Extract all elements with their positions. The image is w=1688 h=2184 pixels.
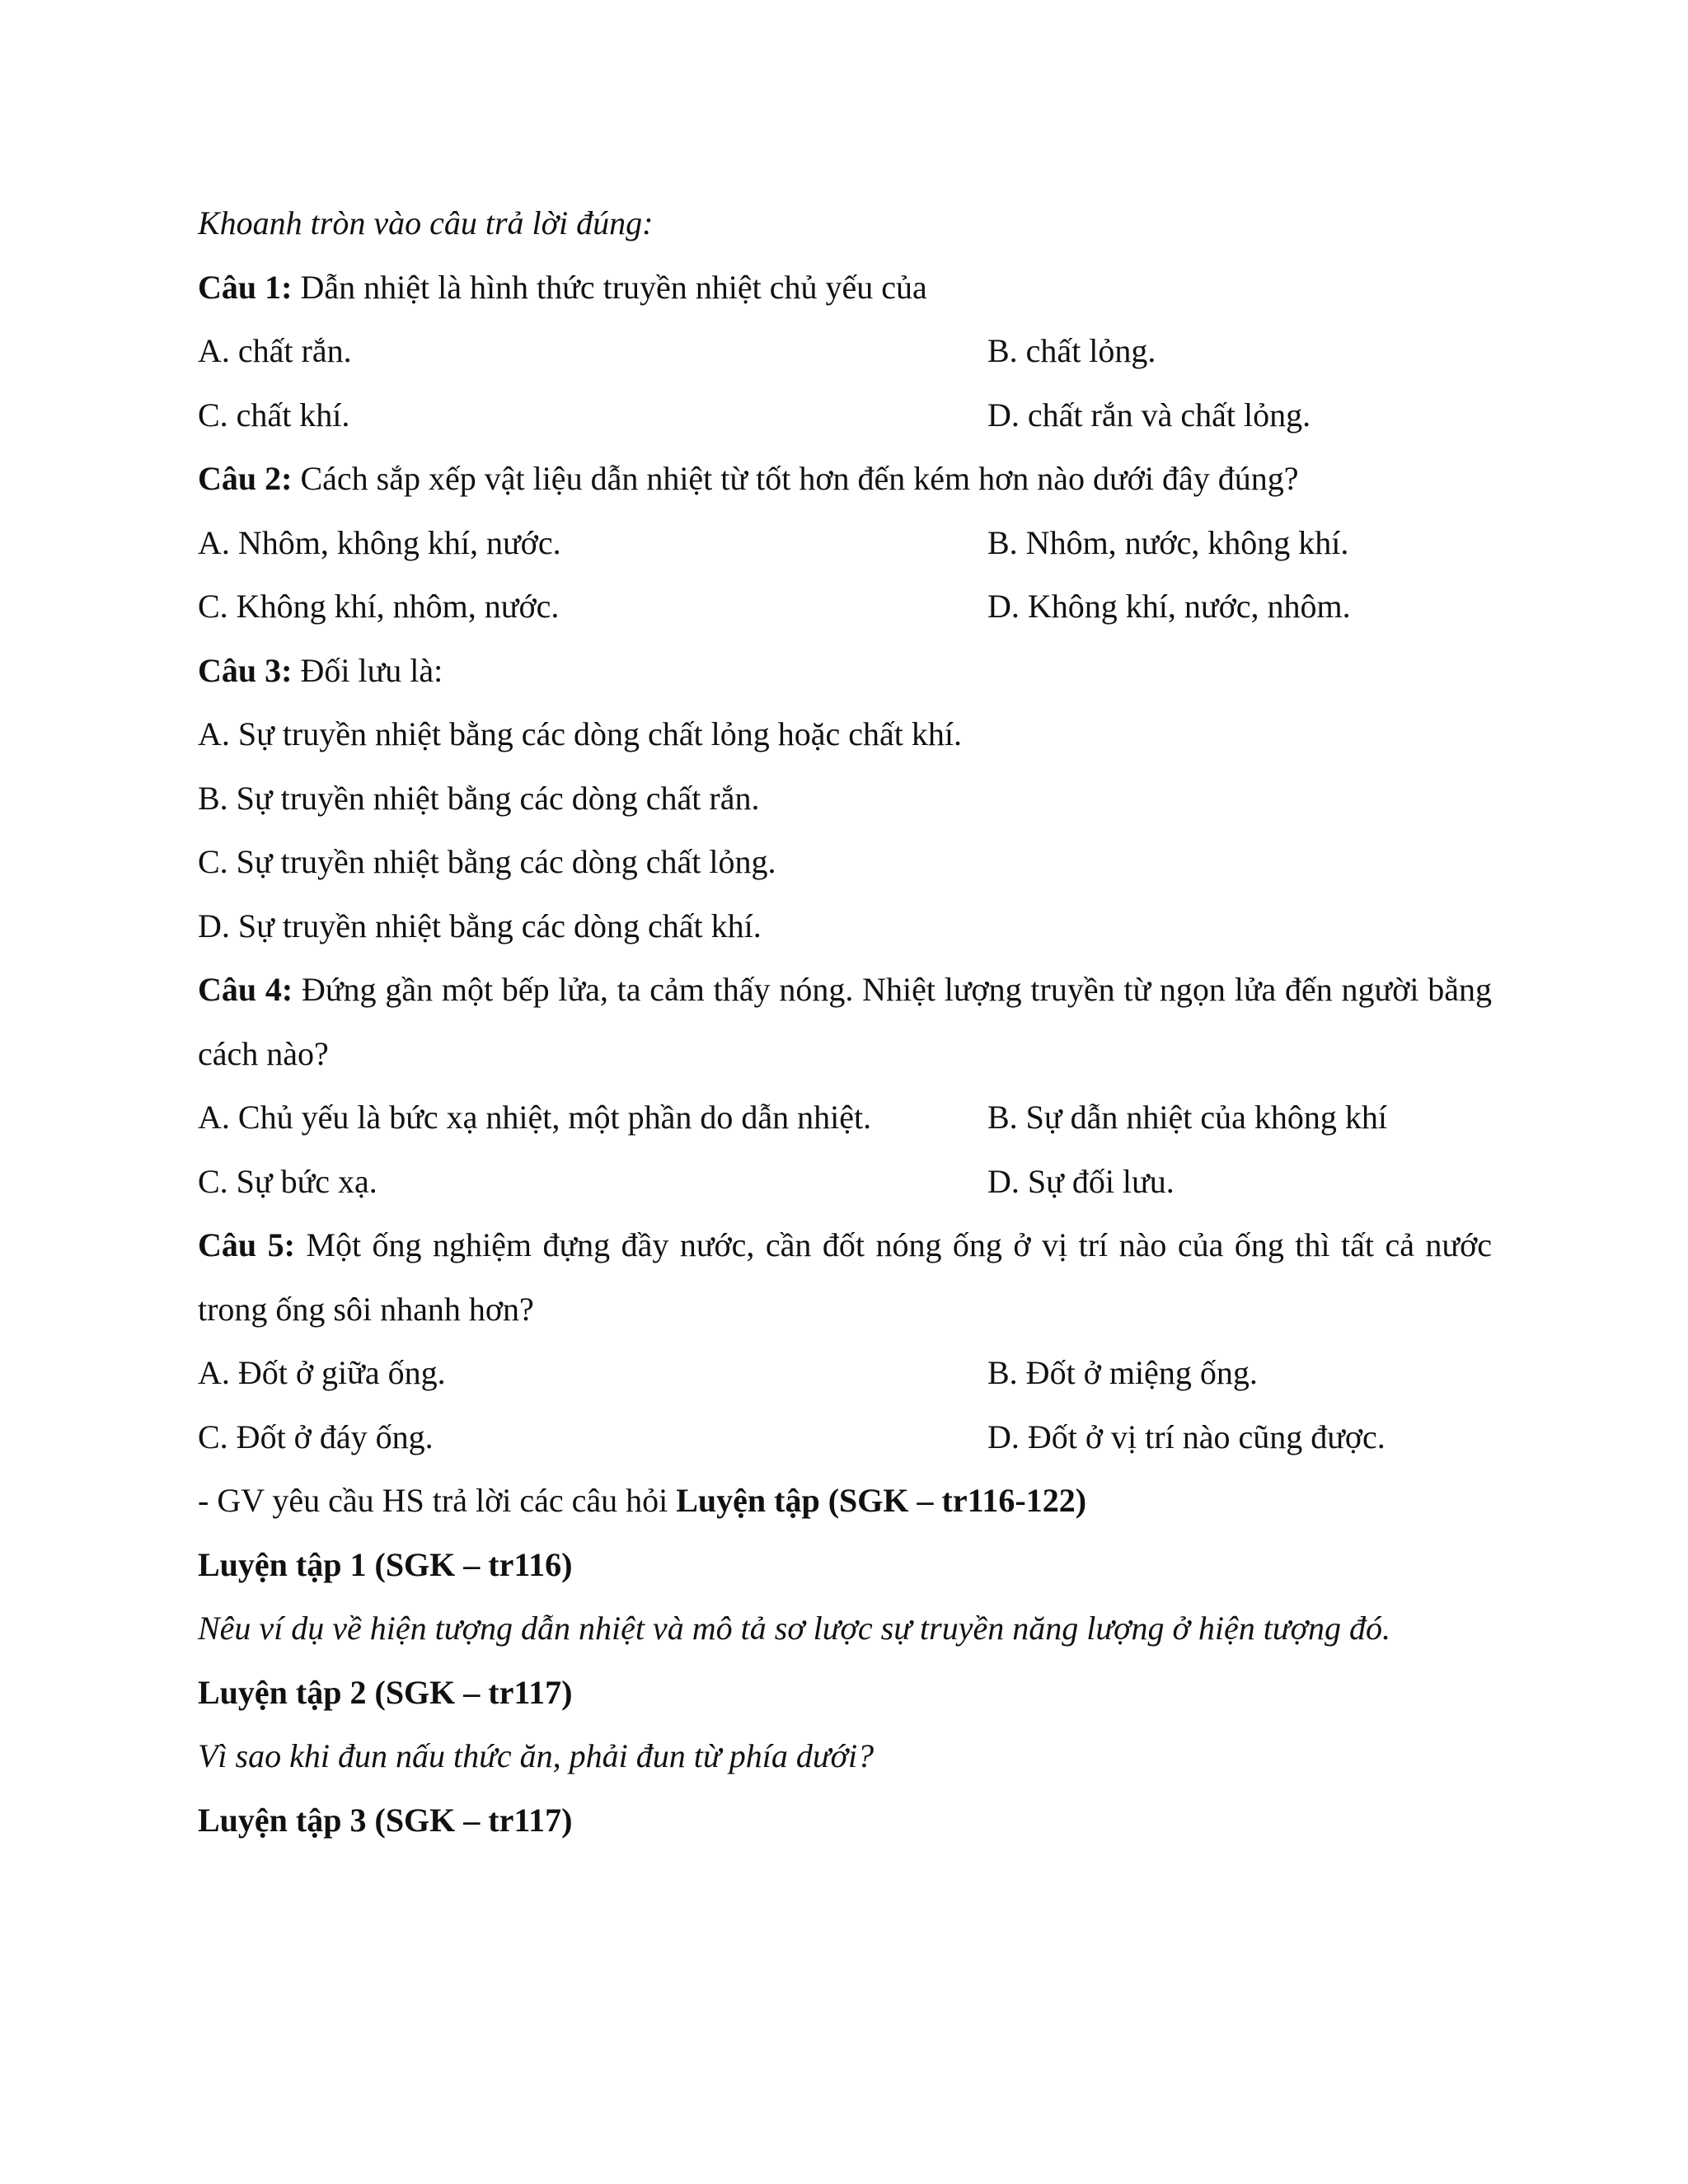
practice-1-text: Nêu ví dụ về hiện tượng dẫn nhiệt và mô tả sơ lược sự truyền năng lượng ở hiện tượng đó. — [198, 1610, 1390, 1647]
question-3 — [198, 639, 1492, 703]
question-2-option-a[interactable]: A. Nhôm, không khí, nước. — [198, 523, 561, 561]
practice-1-title: Luyện tập 1 (SGK – tr116) — [198, 1545, 573, 1583]
instruction-text: Khoanh tròn vào câu trả lời đúng: — [198, 204, 654, 241]
practice-2-title: Luyện tập 2 (SGK – tr117) — [198, 1673, 573, 1711]
question-4-option-c[interactable]: C. Sự bức xạ. — [198, 1162, 377, 1200]
teacher-request-prefix: - GV yêu cầu HS trả lời các câu hỏi — [198, 1482, 677, 1519]
question-1-option-a[interactable]: A. chất rắn. — [198, 332, 352, 369]
question-1-options-row-2 — [198, 383, 1492, 448]
question-4-label: Câu 4: — [198, 971, 293, 1008]
question-5 — [198, 1213, 1492, 1341]
question-4-text: Đứng gần một bếp lửa, ta cảm thấy nóng. Nhiệt lượng truyền từ ngọn lửa đến người bằng cách nào? — [198, 971, 1492, 1072]
question-5-options-row-1 — [198, 1341, 1492, 1405]
question-3-option-b[interactable]: B. Sự truyền nhiệt bằng các dòng chất rắn. — [198, 779, 760, 817]
question-2 — [198, 447, 1492, 511]
question-2-options-row-1 — [198, 511, 1492, 575]
question-1-option-d[interactable]: D. chất rắn và chất lỏng. — [987, 396, 1311, 434]
question-1-text: Dẫn nhiệt là hình thức truyền nhiệt chủ yếu của — [292, 268, 927, 306]
question-1-options-row-1 — [198, 319, 1492, 383]
question-1-option-b[interactable]: B. chất lỏng. — [987, 332, 1156, 369]
question-2-options-row-2 — [198, 574, 1492, 639]
question-5-label: Câu 5: — [198, 1226, 295, 1263]
question-4-option-b[interactable]: B. Sự dẫn nhiệt của không khí — [987, 1099, 1387, 1136]
question-2-option-c[interactable]: C. Không khí, nhôm, nước. — [198, 588, 560, 625]
question-4 — [198, 958, 1492, 1085]
question-5-text: Một ống nghiệm đựng đầy nước, cần đốt nóng ống ở vị trí nào của ống thì tất cả nước trong ống sôi nhanh hơn? — [198, 1226, 1493, 1328]
practice-2-text: Vì sao khi đun nấu thức ăn, phải đun từ phía dưới? — [198, 1737, 874, 1774]
question-1-option-c[interactable]: C. chất khí. — [198, 396, 350, 434]
question-2-label: Câu 2: — [198, 460, 293, 497]
question-4-options-row-1 — [198, 1085, 1492, 1150]
practice-3-title: Luyện tập 3 (SGK – tr117) — [198, 1801, 573, 1839]
question-4-option-a[interactable]: A. Chủ yếu là bức xạ nhiệt, một phần do dẫn nhiệt. — [198, 1099, 872, 1136]
question-4-option-d[interactable]: D. Sự đối lưu. — [987, 1162, 1175, 1200]
question-2-option-d[interactable]: D. Không khí, nước, nhôm. — [987, 588, 1351, 625]
question-3-text: Đối lưu là: — [292, 651, 443, 689]
question-2-text: Cách sắp xếp vật liệu dẫn nhiệt từ tốt hơn đến kém hơn nào dưới đây đúng? — [292, 460, 1299, 497]
document-content — [198, 191, 1492, 1852]
question-1 — [198, 255, 1492, 320]
question-1-label: Câu 1: — [198, 268, 293, 306]
question-5-option-a[interactable]: A. Đốt ở giữa ống. — [198, 1354, 446, 1391]
question-4-options-row-2 — [198, 1150, 1492, 1214]
question-3-option-a[interactable]: A. Sự truyền nhiệt bằng các dòng chất lỏng hoặc chất khí. — [198, 715, 962, 752]
question-5-option-c[interactable]: C. Đốt ở đáy ống. — [198, 1418, 434, 1455]
teacher-request-bold: Luyện tập (SGK – tr116-122) — [676, 1482, 1087, 1519]
question-3-option-d[interactable]: D. Sự truyền nhiệt bằng các dòng chất khí. — [198, 907, 762, 944]
question-5-option-b[interactable]: B. Đốt ở miệng ống. — [987, 1354, 1258, 1391]
teacher-request — [198, 1469, 1492, 1533]
question-2-option-b[interactable]: B. Nhôm, nước, không khí. — [987, 523, 1349, 561]
question-3-option-c[interactable]: C. Sự truyền nhiệt bằng các dòng chất lỏng. — [198, 843, 776, 880]
question-3-label: Câu 3: — [198, 651, 293, 689]
question-5-option-d[interactable]: D. Đốt ở vị trí nào cũng được. — [987, 1418, 1386, 1455]
question-5-options-row-2 — [198, 1405, 1492, 1469]
